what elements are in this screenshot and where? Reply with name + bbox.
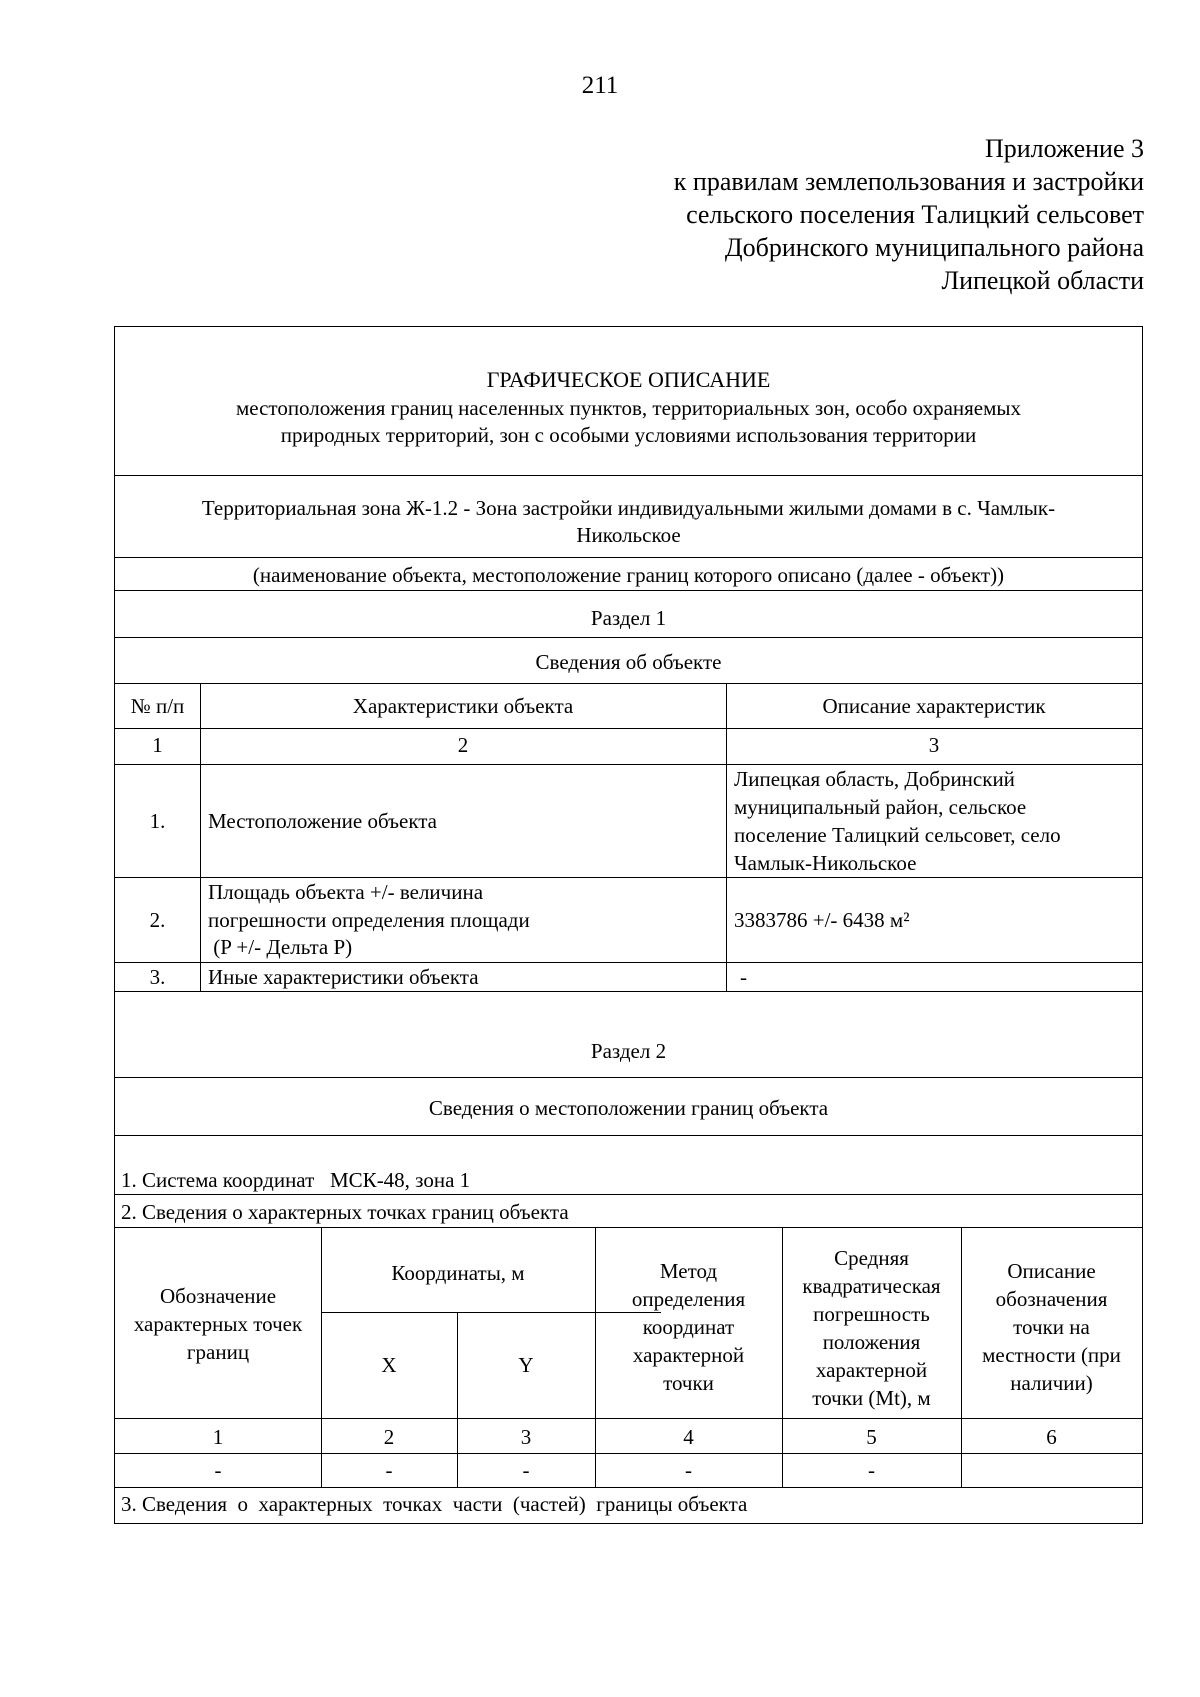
document-title: ГРАФИЧЕСКОЕ ОПИСАНИЕ xyxy=(486,367,771,392)
column-number: 6 xyxy=(1046,1425,1057,1449)
row-divider xyxy=(115,557,1142,558)
table-cell: - xyxy=(214,1458,222,1482)
column-number: 2 xyxy=(457,733,469,757)
row-divider xyxy=(115,1227,1142,1228)
method-header: определения xyxy=(631,1287,746,1311)
characteristic-description: поселение Талицкий сельсовет, село xyxy=(734,823,1061,847)
characteristic-text: погрешности определения площади xyxy=(208,908,530,932)
page-number: 211 xyxy=(581,72,619,99)
error-header: погрешность xyxy=(813,1302,930,1326)
row-number: 2. xyxy=(149,908,166,932)
column-number: 3 xyxy=(520,1425,532,1449)
characteristic-description: муниципальный район, сельское xyxy=(734,795,1027,819)
coordinate-system: 1. Система координат МСК-48, зона 1 xyxy=(121,1168,471,1192)
error-header: характерной xyxy=(815,1358,928,1382)
x-header: X xyxy=(381,1353,397,1377)
y-header: Y xyxy=(518,1353,534,1377)
row-number: 1. xyxy=(149,809,166,833)
error-header: Средняя xyxy=(834,1246,909,1270)
row-divider xyxy=(115,962,1142,963)
row-divider xyxy=(115,1135,1142,1136)
column-number: 3 xyxy=(928,733,940,757)
object-caption: (наименование объекта, местоположение границ которого описано (далее - объект)) xyxy=(252,563,1005,587)
appendix-line: Липецкой области xyxy=(941,266,1144,295)
appendix-line: к правилам землепользования и застройки xyxy=(673,167,1144,196)
characteristic-text: Площадь объекта +/- величина xyxy=(208,880,484,904)
appendix-line: Приложение 3 xyxy=(984,134,1144,163)
method-header: характерной xyxy=(632,1343,745,1367)
document-subtitle: природных территорий, зон с особыми условиями использования территории xyxy=(280,423,977,447)
points-title: 2. Сведения о характерных точках границ объекта xyxy=(121,1200,569,1224)
column-number: 2 xyxy=(383,1425,395,1449)
row-divider xyxy=(115,1487,1142,1488)
object-name: Никольское xyxy=(576,523,681,547)
section-title: Раздел 1 xyxy=(590,606,667,630)
error-header: положения xyxy=(822,1330,921,1354)
designation-header: границ xyxy=(186,1340,250,1364)
characteristic-text: Местоположение объекта xyxy=(208,809,438,833)
method-header: точки xyxy=(663,1371,714,1395)
appendix-line: сельского поселения Талицкий сельсовет xyxy=(686,200,1144,229)
coordinates-header: Координаты, м xyxy=(391,1261,525,1285)
table-cell: - xyxy=(385,1458,393,1482)
graphic-description-table xyxy=(114,326,1143,1524)
characteristic-description: Чамлык-Никольское xyxy=(734,851,917,875)
error-header: квадратическая xyxy=(802,1274,941,1298)
row-divider xyxy=(115,764,1142,765)
column-number: 1 xyxy=(152,733,163,757)
row-divider xyxy=(115,1453,1142,1454)
characteristic-description: Липецкая область, Добринский xyxy=(734,767,1015,791)
row-divider xyxy=(115,683,1142,684)
designation-header: Обозначение xyxy=(159,1284,277,1308)
appendix-line: Добринского муниципального района xyxy=(724,233,1144,262)
characteristic-description: 3383786 +/- 6438 м² xyxy=(734,908,910,932)
row-divider xyxy=(115,728,1142,729)
table-cell: - xyxy=(868,1458,875,1482)
designation-header: характерных точек xyxy=(133,1312,303,1336)
row-divider xyxy=(321,1312,661,1313)
row-divider xyxy=(115,877,1142,878)
part-points-title: 3. Сведения о характерных точках части (частей) границы объекта xyxy=(121,1492,748,1516)
column-divider xyxy=(726,683,727,991)
column-number: 1 xyxy=(212,1425,224,1449)
description-header: наличии) xyxy=(1010,1371,1093,1395)
column-header: Описание характеристик xyxy=(822,694,1046,718)
row-number: 3. xyxy=(149,965,166,989)
row-divider xyxy=(115,991,1142,992)
table-cell: - xyxy=(685,1458,692,1482)
document-subtitle: местоположения границ населенных пунктов, территориальных зон, особо охраняемых xyxy=(235,396,1022,420)
table-cell: - xyxy=(522,1458,530,1482)
description-header: обозначения xyxy=(995,1287,1108,1311)
section-title: Раздел 2 xyxy=(590,1039,667,1063)
row-divider xyxy=(115,637,1142,638)
column-divider xyxy=(200,683,201,991)
column-header: Характеристики объекта xyxy=(352,694,574,718)
column-header: № п/п xyxy=(130,694,185,718)
column-number: 4 xyxy=(683,1425,694,1449)
object-name: Территориальная зона Ж-1.2 - Зона застройки индивидуальными жилыми домами в с. Чамлык- xyxy=(201,496,1056,520)
method-header: Метод xyxy=(659,1259,718,1283)
row-divider xyxy=(115,590,1142,591)
row-divider xyxy=(115,475,1142,476)
description-header: местности (при xyxy=(982,1343,1121,1367)
error-header: точки (Mt), м xyxy=(812,1386,931,1410)
characteristic-description: - xyxy=(740,965,747,989)
section-subtitle: Сведения о местоположении границ объекта xyxy=(428,1096,829,1120)
section-subtitle: Сведения об объекте xyxy=(535,650,722,674)
column-number: 5 xyxy=(866,1425,877,1449)
characteristic-text: Иные характеристики объекта xyxy=(208,965,479,989)
row-divider xyxy=(115,1194,1142,1195)
row-divider xyxy=(115,1418,1142,1419)
row-divider xyxy=(115,1077,1142,1078)
description-header: точки на xyxy=(1013,1315,1090,1339)
description-header: Описание xyxy=(1007,1259,1096,1283)
method-header: координат xyxy=(642,1315,735,1339)
characteristic-text: (P +/- Дельта P) xyxy=(208,935,353,959)
appendix-caption xyxy=(674,132,1144,297)
